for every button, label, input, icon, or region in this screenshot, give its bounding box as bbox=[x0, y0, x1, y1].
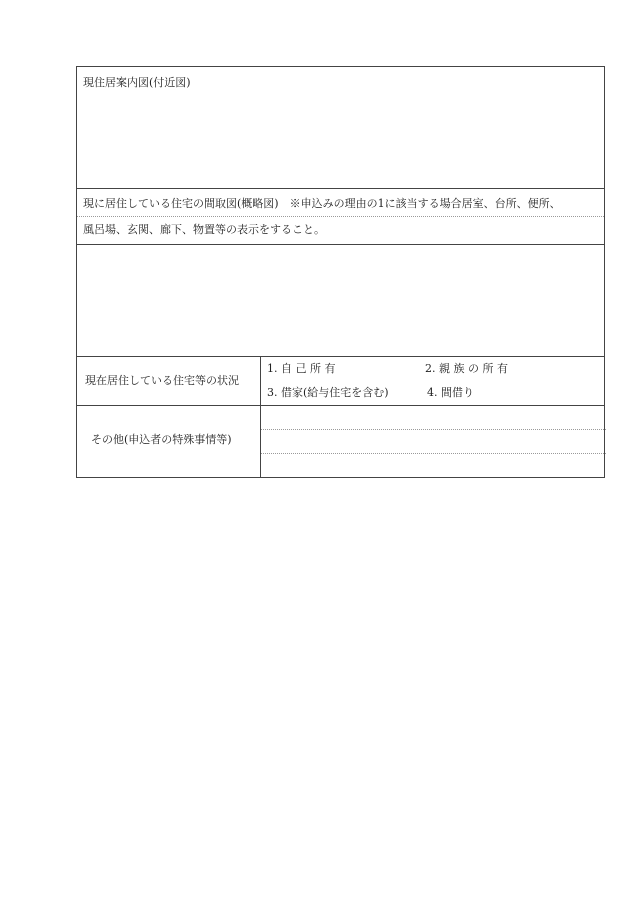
option-room-rental[interactable]: 4. 間借り bbox=[427, 386, 474, 399]
option-own-house[interactable]: 1. 自 己 所 有 bbox=[267, 362, 336, 375]
housing-status-label: 現在居住している住宅等の状況 bbox=[85, 374, 239, 387]
divider bbox=[77, 356, 604, 357]
map-drawing-area[interactable] bbox=[77, 67, 604, 188]
option-relative-owned[interactable]: 2. 親 族 の 所 有 bbox=[425, 362, 508, 375]
other-circumstances-input-area[interactable] bbox=[261, 406, 606, 478]
floorplan-drawing-area[interactable] bbox=[77, 245, 604, 356]
application-form-table bbox=[76, 66, 605, 478]
dotted-divider bbox=[77, 216, 604, 217]
floorplan-instruction-line1: 現に居住している住宅の間取図(概略図) ※申込みの理由の1に該当する場合居室、台所、便所、 bbox=[83, 197, 561, 210]
map-section-title: 現住居案内図(付近図) bbox=[83, 76, 191, 89]
option-rented-house[interactable]: 3. 借家(給与住宅を含む) bbox=[267, 386, 389, 399]
other-circumstances-label: その他(申込者の特殊事情等) bbox=[91, 433, 232, 446]
divider bbox=[77, 188, 604, 189]
floorplan-instruction-line2: 風呂場、玄関、廊下、物置等の表示をすること。 bbox=[83, 223, 325, 236]
